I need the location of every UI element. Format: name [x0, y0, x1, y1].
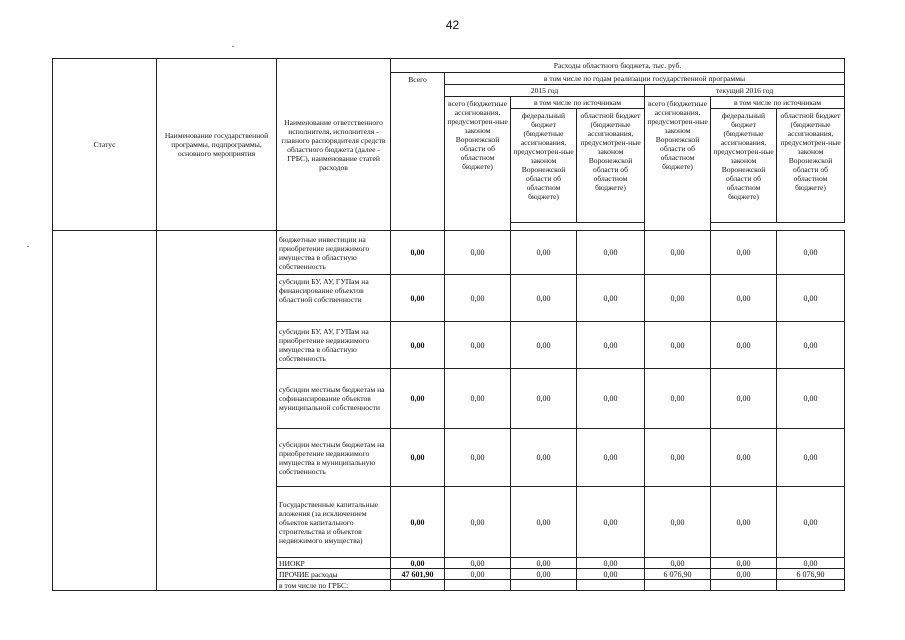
- row-2016-total: 0,00: [645, 275, 711, 322]
- row-name: НИОКР: [277, 558, 391, 569]
- row-2016-federal: 0,00: [711, 558, 777, 569]
- row-2015-total: 0,00: [445, 558, 511, 569]
- row-2015-total: 0,00: [445, 369, 511, 429]
- row-2015-regional: 0,00: [577, 322, 645, 369]
- row-total: 0,00: [391, 322, 445, 369]
- header-2016-regional: областной бюджет (бюджетные ассигнования, предусмотрен-ные законом Воронежской области об областном бюджете): [777, 109, 845, 223]
- row-2016-regional: 0,00: [777, 275, 845, 322]
- row-2016-regional: [777, 580, 845, 591]
- row-2015-regional: 0,00: [577, 369, 645, 429]
- row-2015-total: 0,00: [445, 487, 511, 558]
- row-2016-regional: 0,00: [777, 487, 845, 558]
- header-by-years: в том числе по годам реализации государственной программы: [445, 73, 845, 85]
- row-total: 0,00: [391, 487, 445, 558]
- row-2015-federal: 0,00: [511, 558, 577, 569]
- scan-speck: [232, 46, 234, 47]
- row-total: 0,00: [391, 231, 445, 275]
- row-name: Государственные капитальные вложения (за исключением объектов капитального строительства и объектов недвижимого имущества): [277, 487, 391, 558]
- row-2016-total: 0,00: [645, 369, 711, 429]
- header-2016-federal: федеральный бюджет (бюджетные ассигнования, предусмотрен-ные законом Воронежской области об областном бюджете): [711, 109, 777, 223]
- row-2015-federal: 0,00: [511, 322, 577, 369]
- row-2016-federal: 0,00: [711, 275, 777, 322]
- row-2016-federal: 0,00: [711, 487, 777, 558]
- status-cell: [53, 231, 157, 591]
- row-2016-regional: 0,00: [777, 369, 845, 429]
- header-executor: Наименование ответственного исполнителя, исполнителя - главного распорядителя средств областного бюджета (далее - ГРБС), наименование статей расходов: [277, 59, 391, 231]
- header-total: Всего: [391, 73, 445, 231]
- row-total: 0,00: [391, 558, 445, 569]
- row-2016-regional: 0,00: [777, 322, 845, 369]
- header-year-2016: текущий 2016 год: [645, 85, 845, 97]
- row-2015-regional: [577, 580, 645, 591]
- row-2016-federal: 0,00: [711, 429, 777, 487]
- row-2016-total: 0,00: [645, 322, 711, 369]
- table-row: [53, 231, 845, 275]
- row-name: субсидии БУ, АУ, ГУПам на приобретение недвижимого имущества в областную собственность: [277, 322, 391, 369]
- row-2015-total: 0,00: [445, 231, 511, 275]
- row-2015-federal: 0,00: [511, 275, 577, 322]
- header-2015-total: всего (бюджетные ассигнования, предусмотрен-ные законом Воронежской области об областном бюджете): [445, 97, 511, 231]
- budget-table: [52, 58, 845, 591]
- row-2015-regional: 0,00: [577, 275, 645, 322]
- header-expenses-title: Расходы областного бюджета, тыс. руб.: [391, 59, 845, 73]
- row-total: [391, 580, 445, 591]
- row-2016-regional: 0,00: [777, 558, 845, 569]
- header-2015-regional: областной бюджет (бюджетные ассигнования, предусмотрен-ные законом Воронежской области об областном бюджете): [577, 109, 645, 223]
- row-2016-federal: 0,00: [711, 569, 777, 580]
- row-2016-regional: 6 076,90: [777, 569, 845, 580]
- row-2015-total: 0,00: [445, 429, 511, 487]
- header-2015-by-sources: в том числе по источникам: [511, 97, 645, 109]
- row-2016-regional: 0,00: [777, 429, 845, 487]
- page-number: 42: [445, 18, 460, 32]
- row-2015-total: 0,00: [445, 569, 511, 580]
- scan-speck: [27, 246, 29, 247]
- row-2015-federal: 0,00: [511, 487, 577, 558]
- header-status: Статус: [53, 59, 157, 231]
- row-total: 0,00: [391, 369, 445, 429]
- row-2016-total: 6 076,90: [645, 569, 711, 580]
- row-2015-total: 0,00: [445, 275, 511, 322]
- row-2016-federal: 0,00: [711, 231, 777, 275]
- program-name-cell: [157, 231, 277, 591]
- header-2015-federal: федеральный бюджет (бюджетные ассигнования, предусмотрен-ные законом Воронежской области об областном бюджете): [511, 109, 577, 223]
- row-2015-regional: 0,00: [577, 487, 645, 558]
- row-2015-federal: [511, 580, 577, 591]
- row-name: бюджетные инвестиции на приобретение недвижимого имущества в областную собственность: [277, 231, 391, 275]
- row-total: 0,00: [391, 429, 445, 487]
- row-total: 0,00: [391, 275, 445, 322]
- row-2016-federal: [711, 580, 777, 591]
- row-2015-federal: 0,00: [511, 231, 577, 275]
- row-2015-federal: 0,00: [511, 369, 577, 429]
- row-name: в том числе по ГРБС:: [277, 580, 391, 591]
- row-2015-total: 0,00: [445, 322, 511, 369]
- row-2016-federal: 0,00: [711, 322, 777, 369]
- row-name: субсидии БУ, АУ, ГУПам на финансирование объектов областной собственности: [277, 275, 391, 322]
- row-name: субсидии местным бюджетам на приобретение недвижимого имущества в муниципальную собственность: [277, 429, 391, 487]
- row-2015-total: [445, 580, 511, 591]
- row-name: субсидии местным бюджетам на софинансирование объектов муниципальной собственности: [277, 369, 391, 429]
- row-2015-federal: 0,00: [511, 429, 577, 487]
- row-total: 47 601,90: [391, 569, 445, 580]
- row-2015-federal: 0,00: [511, 569, 577, 580]
- row-2016-total: [645, 580, 711, 591]
- header-2016-by-sources: в том числе по источникам: [711, 97, 845, 109]
- row-2016-total: 0,00: [645, 429, 711, 487]
- row-2016-total: 0,00: [645, 558, 711, 569]
- header-year-2015: 2015 год: [445, 85, 645, 97]
- header-program-name: Наименование государственной программы, подпрограммы, основного мероприятия: [157, 59, 277, 231]
- row-2015-regional: 0,00: [577, 569, 645, 580]
- header-2016-total: всего (бюджетные ассигнования, предусмотрен-ные законом Воронежской области об областном бюджете): [645, 97, 711, 231]
- row-name: ПРОЧИЕ расходы: [277, 569, 391, 580]
- row-2016-regional: 0,00: [777, 231, 845, 275]
- row-2015-regional: 0,00: [577, 231, 645, 275]
- row-2016-federal: 0,00: [711, 369, 777, 429]
- row-2016-total: 0,00: [645, 487, 711, 558]
- row-2015-regional: 0,00: [577, 429, 645, 487]
- row-2016-total: 0,00: [645, 231, 711, 275]
- row-2015-regional: 0,00: [577, 558, 645, 569]
